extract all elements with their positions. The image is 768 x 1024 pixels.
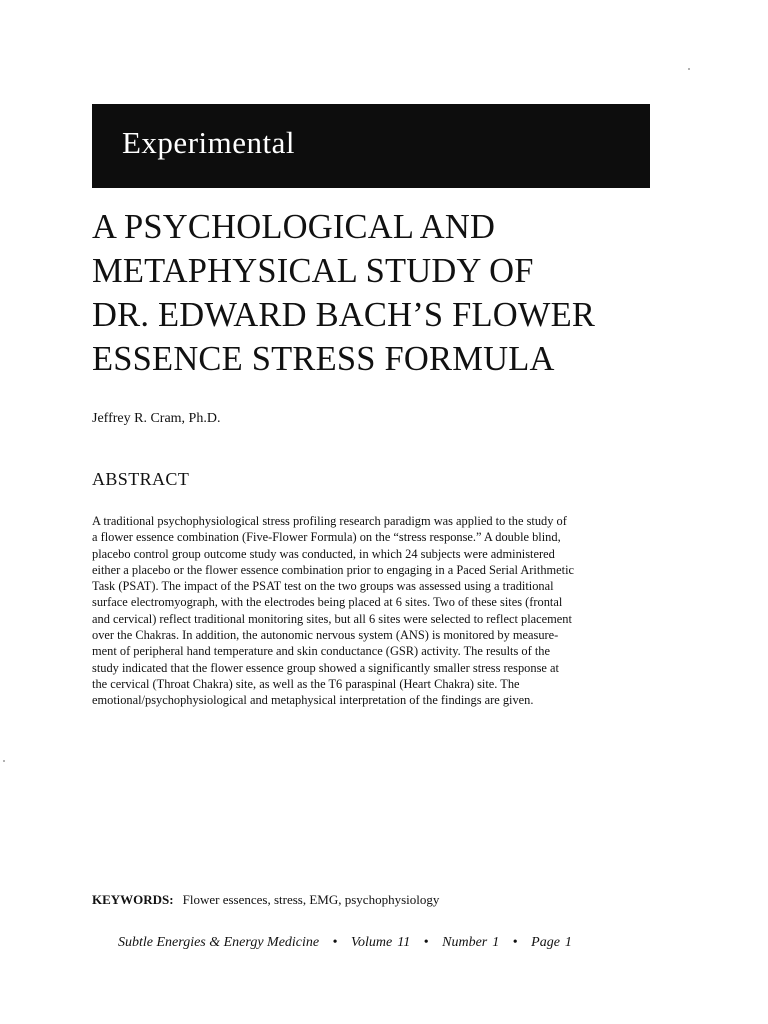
issue-label: Number [442, 935, 488, 950]
abstract-line: emotional/psychophysiological and metaphysical interpretation of the findings are given. [92, 693, 534, 708]
abstract-line: ment of peripheral hand temperature and skin conductance (GSR) activity. The results of the [92, 644, 550, 659]
abstract-line: surface electromyograph, with the electrodes being placed at 6 sites. Two of these sites (frontal [92, 595, 563, 610]
issue-number: 1 [492, 935, 500, 950]
title-line: ESSENCE STRESS FORMULA [92, 340, 555, 378]
abstract-line: A traditional psychophysiological stress profiling research paradigm was applied to the study of [92, 514, 567, 528]
abstract-line: Task (PSAT). The impact of the PSAT test on the two groups was assessed using a traditional [92, 579, 554, 594]
article-title [92, 205, 672, 381]
footer-separator: • [512, 935, 518, 950]
section-label: Experimental [122, 125, 295, 160]
page-number: 1 [564, 935, 572, 950]
title-line: DR. EDWARD BACH’S FLOWER [92, 296, 596, 334]
section-banner [92, 104, 650, 188]
volume-label: Volume [351, 935, 393, 950]
abstract-line: placebo control group outcome study was conducted, in which 24 subjects were administered [92, 546, 555, 561]
scan-speck [688, 68, 690, 70]
title-line: METAPHYSICAL STUDY OF [92, 252, 534, 290]
keywords-text: Flower essences, stress, EMG, psychophysiology [182, 892, 440, 907]
scan-speck [3, 760, 5, 762]
journal-name: Subtle Energies & Energy Medicine [118, 935, 320, 950]
abstract-line: a flower essence combination (Five-Flower Formula) on the “stress response.” A double blind, [92, 530, 561, 545]
abstract-line: study indicated that the flower essence group showed a significantly smaller stress response at [92, 660, 559, 675]
footer-separator: • [332, 935, 338, 950]
keywords [92, 892, 439, 908]
volume-number: 11 [397, 935, 411, 950]
abstract-line: the cervical (Throat Chakra) site, as well as the T6 paraspinal (Heart Chakra) site. The [92, 676, 520, 691]
page-label: Page [531, 935, 560, 950]
title-line: A PSYCHOLOGICAL AND [92, 208, 496, 246]
abstract-line: over the Chakras. In addition, the autonomic nervous system (ANS) is monitored by measure- [92, 628, 559, 643]
abstract-heading: ABSTRACT [92, 469, 190, 489]
abstract-line: and cervical) reflect traditional monitoring sites, but all 6 sites were selected to reflect placement [92, 611, 572, 626]
abstract-line: either a placebo or the flower essence combination prior to engaging in a Paced Serial Arithmetic [92, 562, 575, 577]
footer-separator: • [423, 935, 429, 950]
keywords-label: KEYWORDS: [92, 892, 174, 907]
author-byline: Jeffrey R. Cram, Ph.D. [92, 411, 221, 426]
abstract-body [92, 513, 652, 709]
journal-footer [118, 935, 572, 951]
